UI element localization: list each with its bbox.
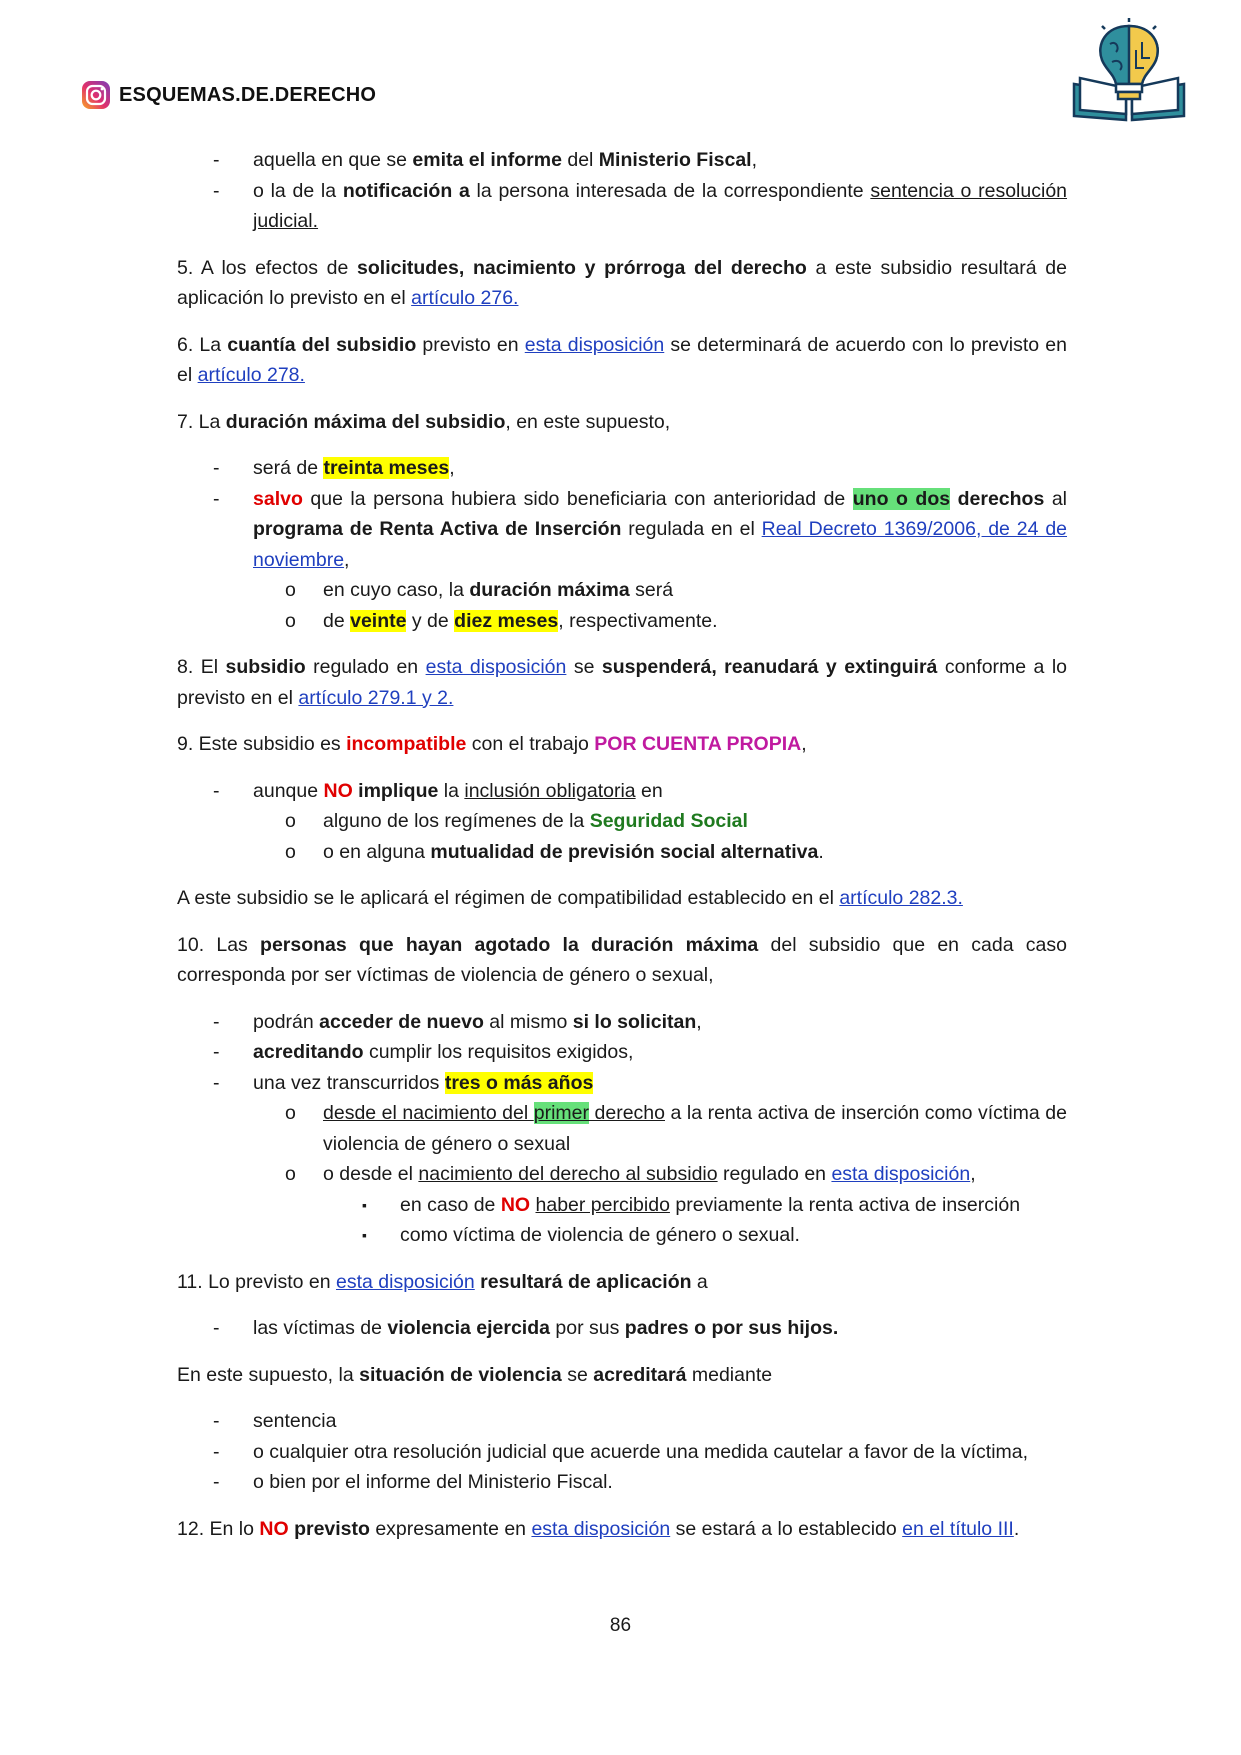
list-item: o en cuyo caso, la duración máxima será [177, 575, 1067, 606]
circle-bullet: o [285, 810, 296, 832]
list-item: - aquella en que se emita el informe del Ministerio Fiscal, [177, 145, 1067, 176]
dash-bullet: - [213, 1071, 220, 1094]
list-item: - acreditando cumplir los requisitos exigidos, [177, 1037, 1067, 1068]
list-item: o desde el nacimiento del primer derecho a la renta activa de inserción como víctima de violencia de género o sexual [177, 1098, 1067, 1159]
square-bullet: ▪ [362, 1227, 367, 1243]
list-item: o o en alguna mutualidad de previsión social alternativa. [177, 837, 1067, 868]
list-item: - sentencia [177, 1406, 1067, 1437]
brand-name[interactable]: ESQUEMAS.DE.DERECHO [119, 83, 377, 106]
dash-bullet: - [213, 779, 220, 802]
circle-bullet: o [285, 840, 296, 863]
paragraph-7: 7. La duración máxima del subsidio, en este supuesto, [177, 410, 671, 433]
list-item: - o bien por el informe del Ministerio Fiscal. [177, 1467, 1067, 1498]
paragraph-9: 9. Este subsidio es incompatible con el trabajo POR CUENTA PROPIA, [177, 733, 807, 755]
dash-bullet: - [213, 1471, 220, 1493]
header-brand [81, 78, 376, 112]
violence-accreditation: En este supuesto, la situación de violencia se acreditará mediante [177, 1363, 773, 1386]
paragraph-12: 12. En lo NO previsto expresamente en esta disposición se estará a lo establecido en el título III. [177, 1517, 1020, 1540]
compatibility-note: A este subsidio se le aplicará el régimen de compatibilidad establecido en el artículo 282.3. [177, 887, 963, 909]
dash-bullet: - [213, 1440, 220, 1463]
circle-bullet: o [285, 1163, 296, 1185]
circle-bullet: o [285, 609, 296, 632]
disposition-link[interactable]: esta disposición [336, 1270, 475, 1293]
list-item: o o desde el nacimiento del derecho al subsidio regulado en esta disposición, [177, 1159, 1067, 1190]
dash-bullet: - [213, 1041, 220, 1063]
page-number: 86 [609, 1615, 632, 1636]
circle-bullet: o [285, 579, 296, 601]
list-item: ▪ como víctima de violencia de género o sexual. [177, 1220, 1067, 1251]
disposition-link[interactable]: esta disposición [524, 333, 665, 356]
list-item: - una vez transcurridos tres o más años [177, 1068, 1067, 1099]
article-279-link[interactable]: artículo 279.1 y 2. [298, 686, 454, 709]
list-item: o de veinte y de diez meses, respectivamente. [177, 606, 1067, 637]
list-item: - aunque NO implique la inclusión obligatoria en [177, 776, 1067, 807]
list-item: o alguno de los regímenes de la Seguridad Social [177, 806, 1067, 837]
dash-bullet: - [213, 179, 220, 202]
disposition-link[interactable]: esta disposición [531, 1517, 671, 1540]
brain-lightbulb-book-logo [1066, 18, 1192, 124]
list-item: - o la de la notificación a la persona interesada de la correspondiente sentencia o resolución judicial. [177, 176, 1067, 237]
title-iii-link[interactable]: en el título III [902, 1517, 1014, 1540]
article-276-link[interactable]: artículo 276. [411, 287, 519, 309]
square-bullet: ▪ [362, 1196, 367, 1213]
disposition-link[interactable]: esta disposición [425, 656, 567, 678]
article-282-link[interactable]: artículo 282.3. [839, 887, 963, 909]
paragraph-11: 11. Lo previsto en esta disposición resultará de aplicación a [177, 1270, 708, 1293]
dash-bullet: - [213, 457, 220, 479]
document-body [177, 145, 1067, 1544]
instagram-icon[interactable] [81, 80, 111, 110]
list-item: - será de treinta meses, [177, 453, 1067, 484]
list-item: - las víctimas de violencia ejercida por sus padres o por sus hijos. [177, 1313, 1067, 1344]
dash-bullet: - [213, 1317, 220, 1339]
list-item: ▪ en caso de NO haber percibido previamente la renta activa de inserción [177, 1190, 1067, 1221]
dash-bullet: - [213, 1010, 220, 1033]
dash-bullet: - [213, 487, 220, 510]
circle-bullet: o [285, 1102, 296, 1124]
list-item: - salvo que la persona hubiera sido beneficiaria con anterioridad de uno o dos derechos al programa de Renta Activa de Inserción regulada en el Real Decreto 1369/2006, de 24 de noviembre, [177, 484, 1067, 576]
article-278-link[interactable]: artículo 278. [197, 364, 305, 386]
paragraph-8: 8. El subsidio regulado en esta disposición se suspenderá, reanudará y extinguirá conforme a lo previsto en el artículo 279.1 y 2. [177, 656, 1068, 709]
list-item: - o cualquier otra resolución judicial que acuerde una medida cautelar a favor de la víctima, [177, 1437, 1067, 1468]
paragraph-10: 10. Las personas que hayan agotado la duración máxima del subsidio que en cada caso corresponda por ser víctimas de violencia de género o sexual, [177, 933, 1067, 986]
list-item: - podrán acceder de nuevo al mismo si lo solicitan, [177, 1007, 1067, 1038]
paragraph-5: 5. A los efectos de solicitudes, nacimiento y prórroga del derecho a este subsidio resultará de aplicación lo previsto en el artículo 276. [177, 256, 1067, 309]
disposition-link[interactable]: esta disposición [831, 1163, 971, 1185]
dash-bullet: - [213, 149, 220, 171]
royal-decree-link[interactable]: Real Decreto 1369/2006, de 24 de noviembre [253, 518, 1068, 571]
dash-bullet: - [213, 1410, 220, 1432]
paragraph-6: 6. La cuantía del subsidio previsto en esta disposición se determinará de acuerdo con lo previsto en el artículo 278. [177, 333, 1067, 386]
